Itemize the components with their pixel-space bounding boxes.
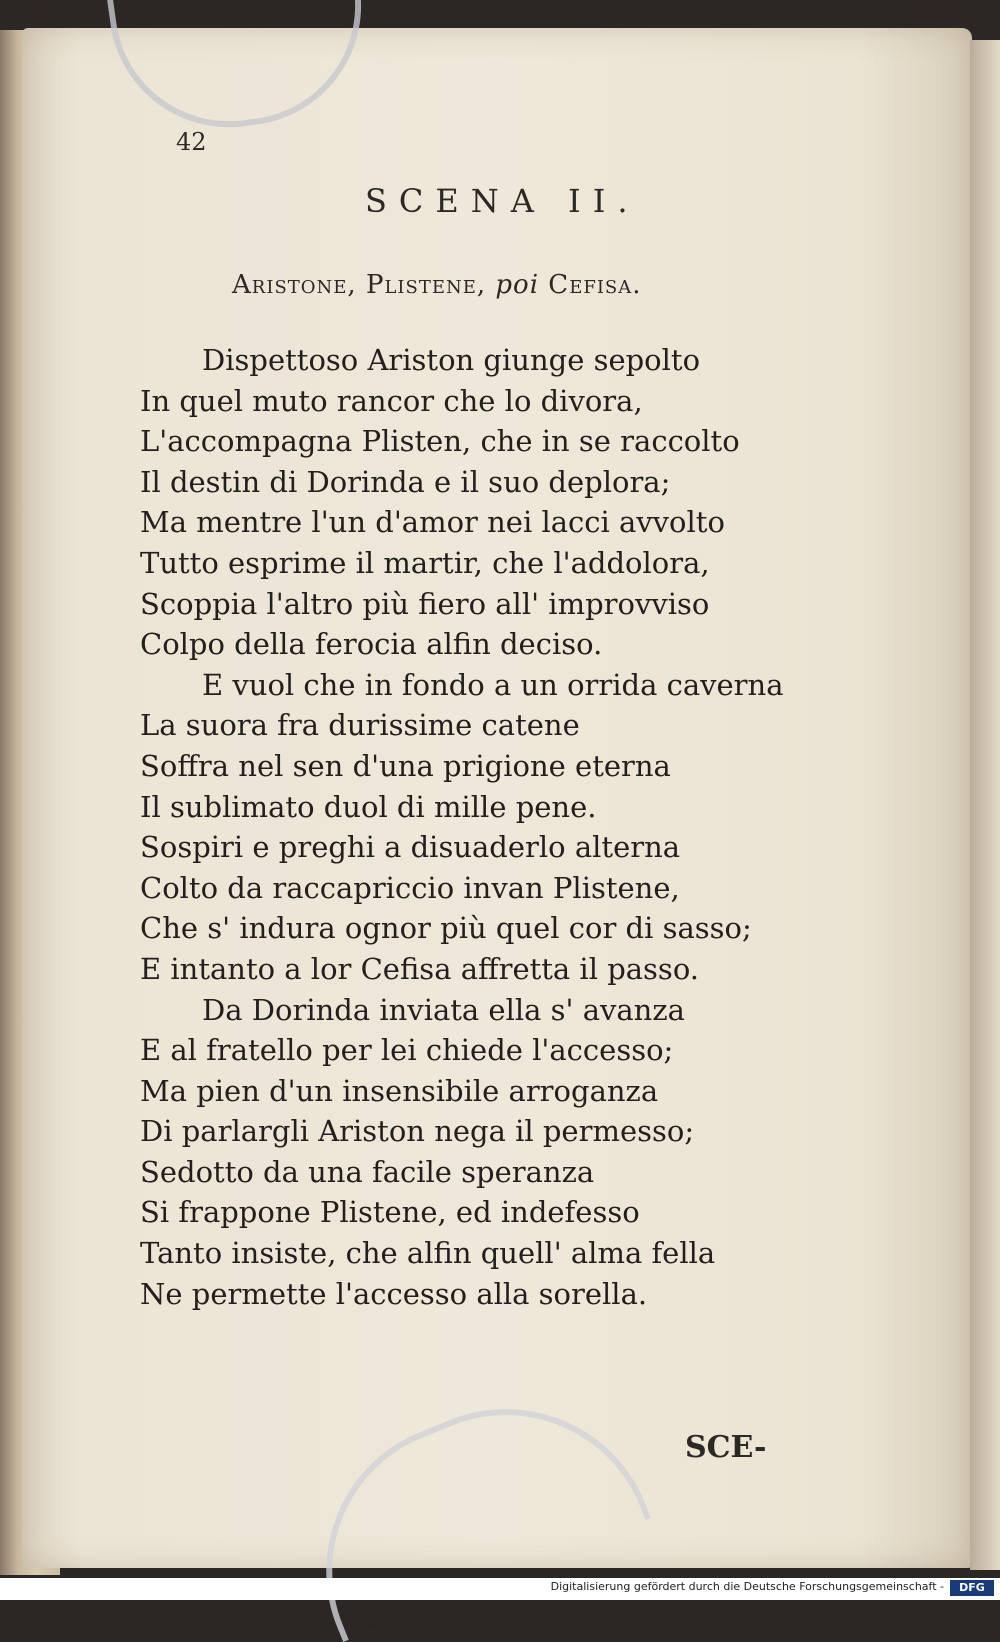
poem-text: [140, 340, 860, 1314]
poem-line: E al fratello per lei chiede l'accesso;: [140, 1033, 674, 1068]
poem-line: Il destin di Dorinda e il suo deplora;: [140, 464, 671, 499]
poem-line: Ma mentre l'un d'amor nei lacci avvolto: [140, 505, 725, 540]
poem-line: Che s' indura ognor più quel cor di sasso;: [140, 911, 752, 946]
right-page-edge: [970, 40, 1000, 1570]
poem-line: E intanto a lor Cefisa affretta il passo.: [140, 951, 699, 986]
poem-line: Dispettoso Ariston giunge sepolto: [202, 343, 701, 377]
poem-line: Di parlargli Ariston nega il permesso;: [140, 1114, 695, 1149]
poem-line: Tutto esprime il martir, che l'addolora,: [140, 545, 710, 580]
character-names: Aristone, Plistene,: [232, 270, 487, 300]
catchword: SCE-: [685, 1430, 767, 1465]
character-connector: poi: [495, 270, 540, 300]
poem-line: Si frappone Plistene, ed indefesso: [140, 1195, 640, 1230]
poem-line: Soffra nel sen d'una prigione eterna: [140, 748, 671, 783]
footer-bar: [0, 1578, 1000, 1600]
poem-line: Ma pien d'un insensibile arroganza: [140, 1073, 659, 1108]
page-number: 42: [176, 128, 207, 156]
poem-line: Scoppia l'altro più fiero all' improvviso: [140, 586, 710, 621]
footer-credit: Digitalisierung gefördert durch die Deutsche Forschungsgemeinschaft -: [550, 1580, 944, 1593]
poem-line: E vuol che in fondo a un orrida caverna: [202, 667, 784, 702]
poem-line: Ne permette l'accesso alla sorella.: [140, 1276, 648, 1311]
poem-line: Tanto insiste, che alfin quell' alma fella: [140, 1236, 716, 1271]
scene-title: SCENA II.: [365, 182, 640, 220]
dfg-logo: DFG: [950, 1580, 994, 1596]
poem-line: Il sublimato duol di mille pene.: [140, 789, 597, 824]
poem-line: In quel muto rancor che lo divora,: [140, 383, 643, 418]
poem-line: Sospiri e preghi a disuaderlo alterna: [140, 830, 681, 865]
poem-line: L'accompagna Plisten, che in se raccolto: [140, 424, 740, 459]
poem-line: Da Dorinda inviata ella s' avanza: [202, 992, 685, 1027]
poem-line: Colpo della ferocia alfin deciso.: [140, 627, 603, 662]
poem-line: La suora fra durissime catene: [140, 708, 580, 743]
poem-line: Colto da raccapriccio invan Plistene,: [140, 870, 680, 905]
character-list: [232, 270, 642, 300]
character-last: Cefisa.: [548, 270, 642, 300]
poem-line: Sedotto da una facile speranza: [140, 1154, 595, 1189]
